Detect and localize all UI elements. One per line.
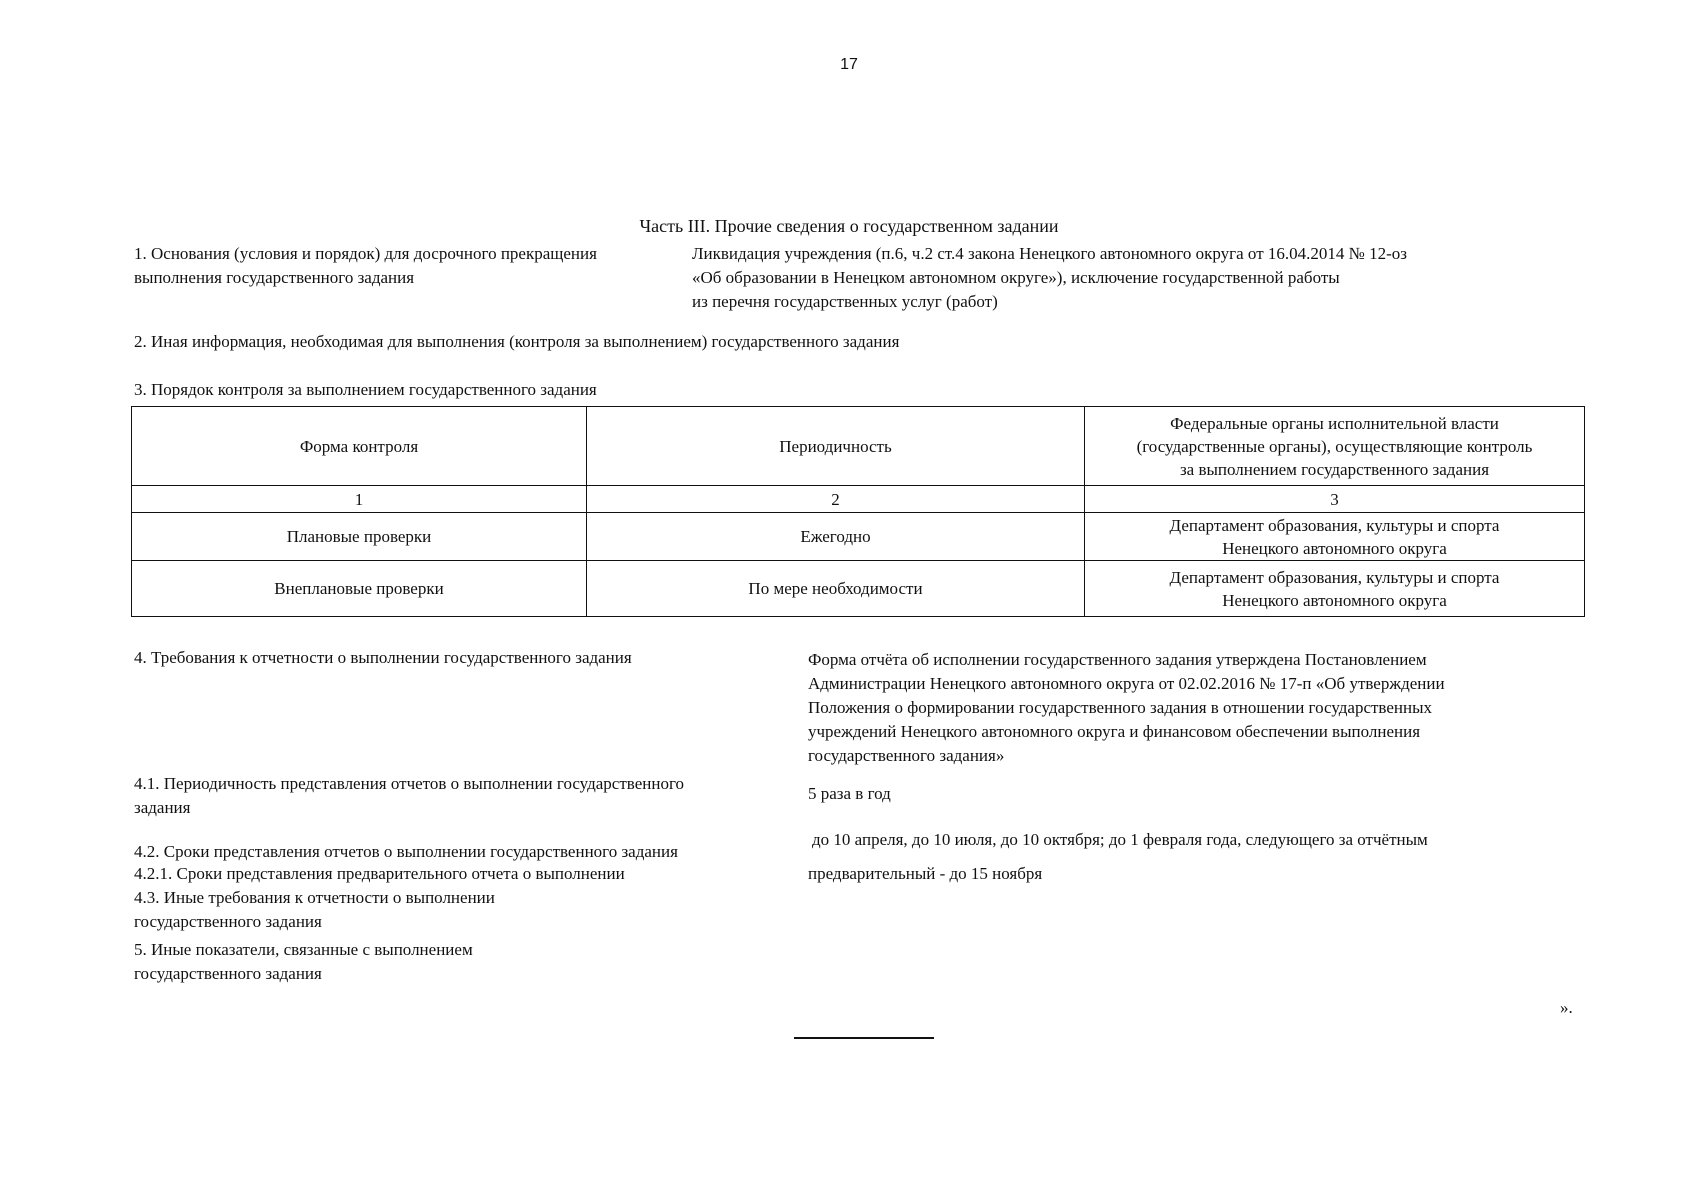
section42-label: 4.2. Сроки представления отчетов о выполнении государственного задания	[134, 842, 678, 861]
cell-organ	[1085, 513, 1585, 561]
section43-label-line: государственного задания	[134, 912, 322, 931]
cell-form: Плановые проверки	[132, 513, 587, 561]
cell-organ-line: Департамент образования, культуры и спорта	[1169, 567, 1500, 587]
section5-label-line: 5. Иные показатели, связанные с выполнением	[134, 940, 473, 959]
section1-value-line: Ликвидация учреждения (п.6, ч.2 ст.4 закона Ненецкого автономного округа от 16.04.2014 № 12-оз	[692, 244, 1407, 263]
section1-label-line: выполнения государственного задания	[134, 268, 415, 287]
section4-value	[808, 648, 1445, 768]
closing-quote-mark: ».	[1560, 998, 1573, 1017]
cell-organ-line: Ненецкого автономного округа	[1222, 538, 1447, 558]
table-number-row	[132, 486, 1585, 513]
cell-organ-line: Ненецкого автономного округа	[1222, 590, 1447, 610]
cell-period: По мере необходимости	[587, 561, 1085, 617]
control-table	[131, 406, 1585, 617]
cell-organ-line: Департамент образования, культуры и спорта	[1169, 515, 1500, 535]
cell-form: Внеплановые проверки	[132, 561, 587, 617]
section43-label-line: 4.3. Иные требования к отчетности о выполнении	[134, 888, 495, 907]
section1-value-line: из перечня государственных услуг (работ)	[692, 292, 998, 311]
header-periodicity: Периодичность	[587, 407, 1085, 486]
section5-label-line: государственного задания	[134, 964, 322, 983]
cell-period: Ежегодно	[587, 513, 1085, 561]
section4-label: 4. Требования к отчетности о выполнении государственного задания	[134, 648, 632, 667]
section41-label-line: 4.1. Периодичность представления отчетов о выполнении государственного	[134, 774, 685, 793]
header-organs-line: за выполнением государственного задания	[1179, 459, 1490, 479]
section1-value	[692, 242, 1407, 314]
section41-label-line: задания	[134, 798, 191, 817]
section4-value-line: Положения о формировании государственного задания в отношении государственных	[808, 698, 1433, 717]
section4-value-line: Форма отчёта об исполнении государственного задания утверждена Постановлением	[808, 650, 1427, 669]
end-rule	[794, 1037, 934, 1039]
section43-label	[134, 886, 495, 934]
section41-value: 5 раза в год	[808, 784, 891, 803]
table-row	[132, 513, 1585, 561]
header-form-control: Форма контроля	[132, 407, 587, 486]
column-number: 2	[587, 486, 1085, 513]
section421-label: 4.2.1. Сроки представления предварительного отчета о выполнении	[134, 864, 625, 883]
section41-label	[134, 772, 684, 820]
section4-value-line: Администрации Ненецкого автономного округа от 02.02.2016 № 17-п «Об утверждении	[808, 674, 1445, 693]
table-header-row	[132, 407, 1585, 486]
section42-value: до 10 апреля, до 10 июля, до 10 октября; до 1 февраля года, следующего за отчётным	[812, 830, 1428, 849]
header-organs-line: (государственные органы), осуществляющие контроль	[1136, 436, 1533, 456]
section4-value-line: государственного задания»	[808, 746, 1005, 765]
column-number: 1	[132, 486, 587, 513]
cell-organ	[1085, 561, 1585, 617]
section5-label	[134, 938, 473, 986]
section2-text: 2. Иная информация, необходимая для выполнения (контроля за выполнением) государственного задания	[134, 332, 900, 351]
column-number: 3	[1085, 486, 1585, 513]
header-organs-line: Федеральные органы исполнительной власти	[1170, 413, 1499, 433]
part-title: Часть III. Прочие сведения о государственном задании	[639, 216, 1059, 236]
section1-label-line: 1. Основания (условия и порядок) для досрочного прекращения	[134, 244, 597, 263]
section421-value: предварительный - до 15 ноября	[808, 864, 1043, 883]
page-number: 17	[840, 56, 858, 73]
section1-value-line: «Об образовании в Ненецком автономном округе»), исключение государственной работы	[692, 268, 1340, 287]
header-control-organs	[1085, 407, 1585, 486]
section3-title: 3. Порядок контроля за выполнением государственного задания	[134, 380, 597, 399]
table-row	[132, 561, 1585, 617]
section4-value-line: учреждений Ненецкого автономного округа и финансовом обеспечении выполнения	[808, 722, 1421, 741]
section1-label	[134, 242, 597, 290]
